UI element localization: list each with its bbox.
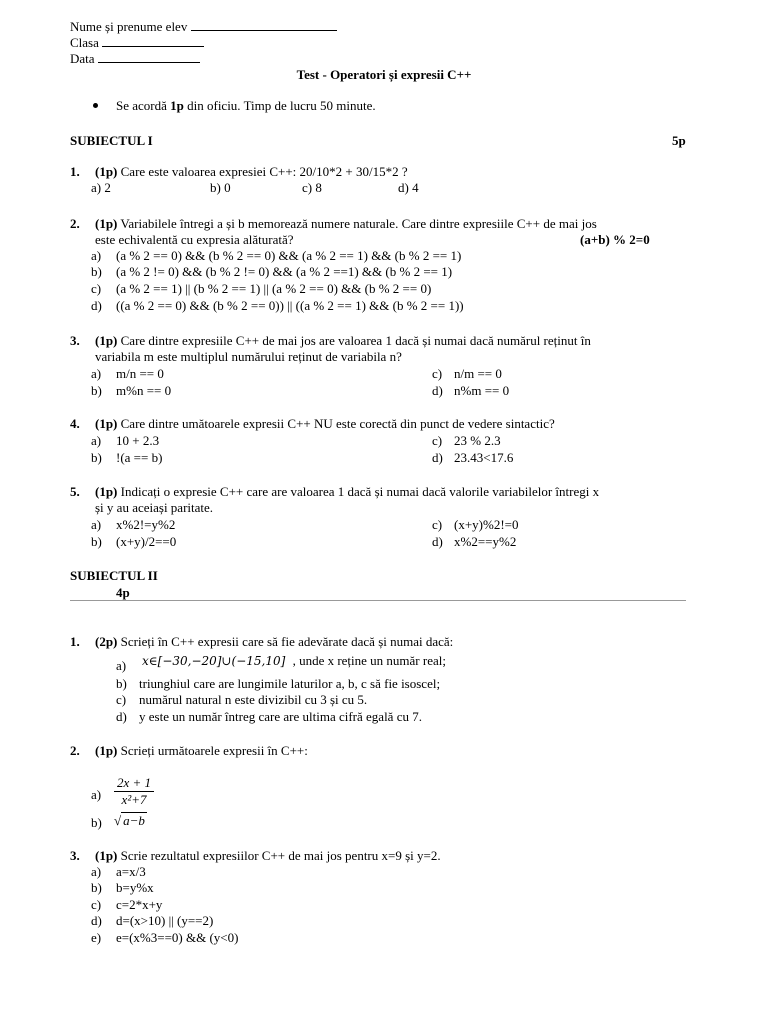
s2-q2-denominator: x²+7 (121, 792, 147, 807)
student-name-label: Nume și prenume elev (70, 19, 188, 34)
section-2-title: SUBIECTUL II (70, 568, 158, 583)
s2-q1-item-a-text: , unde x reține un număr real; (292, 653, 446, 668)
s1-q2-label-c: c) (91, 281, 102, 296)
class-line (70, 34, 204, 51)
s1-q3-points: (1p) (95, 333, 118, 348)
s1-q5-line2: și y au aceiași paritate. (95, 500, 214, 515)
s1-q2-label-a: a) (91, 248, 102, 263)
s2-q2-fraction (114, 775, 154, 808)
s1-q4-label-a: a) (91, 433, 102, 448)
s1-q5-label-c: c) (432, 517, 443, 532)
s1-q5-label-a: a) (91, 517, 102, 532)
s1-q5-option-a[interactable]: x%2!=y%2 (116, 517, 176, 532)
instructions-suffix: din oficiu. Timp de lucru 50 minute. (183, 98, 376, 113)
s1-q2-number: 2. (70, 216, 80, 231)
s2-q1-text (95, 634, 453, 650)
s1-q3-text (95, 333, 591, 349)
s2-q2-label-b: b) (91, 815, 102, 830)
s1-q3-label-a: a) (91, 366, 102, 381)
s2-q3-label-b: b) (91, 880, 102, 895)
s2-q3-item-c: c=2*x+y (116, 897, 163, 912)
s2-q1-item-c: numărul natural n este divizibil cu 3 și cu 5. (139, 692, 368, 707)
s2-q1-item-a (142, 653, 446, 669)
s1-q1-option-a[interactable]: a) 2 (91, 180, 111, 195)
s1-q5-option-d[interactable]: x%2==y%2 (454, 534, 517, 549)
sqrt-icon: √ (114, 813, 122, 828)
student-name-line (70, 18, 337, 35)
s2-q3-number: 3. (70, 848, 80, 863)
s1-q4-option-d[interactable]: 23.43<17.6 (454, 450, 514, 465)
s2-q1-label-c: c) (116, 692, 127, 707)
class-label: Clasa (70, 35, 99, 50)
s2-q1-points: (2p) (95, 634, 118, 649)
s1-q2-option-c[interactable]: (a % 2 == 1) || (b % 2 == 1) || (a % 2 == 0) && (b % 2 == 0) (116, 281, 432, 296)
s1-q1-number: 1. (70, 164, 80, 179)
s2-q3-label-c: c) (91, 897, 102, 912)
section-2-points: 4p (116, 585, 130, 600)
s1-q3-label-b: b) (91, 383, 102, 398)
s1-q5-points: (1p) (95, 484, 118, 499)
s1-q4-points: (1p) (95, 416, 118, 431)
s1-q3-option-a[interactable]: m/n == 0 (116, 366, 164, 381)
s1-q5-number: 5. (70, 484, 80, 499)
instructions-prefix: Se acordă (116, 98, 171, 113)
s1-q1-option-c[interactable]: c) 8 (302, 180, 322, 195)
s2-q2-label-a: a) (91, 787, 102, 802)
s1-q2-line1: Variabilele întregi a și b memorează numere naturale. Care dintre expresiile C++ de mai jos (120, 216, 597, 231)
s1-q3-line1: Care dintre expresiile C++ de mai jos are valoarea 1 dacă și numai dacă numărul reținut în (120, 333, 591, 348)
s1-q1-question: Care este valoarea expresiei C++: 20/10*2 + 30/15*2 ? (120, 164, 408, 179)
s2-q3-label-d: d) (91, 913, 102, 928)
s1-q4-text (95, 416, 555, 432)
s1-q1-option-b[interactable]: b) 0 (210, 180, 231, 195)
s1-q5-option-c[interactable]: (x+y)%2!=0 (454, 517, 519, 532)
s2-q1-item-d: y este un număr întreg care are ultima cifră egală cu 7. (139, 709, 422, 724)
section-1-points: 5p (672, 133, 686, 148)
s2-q2-question: Scrieți următoarele expresii în C++: (120, 743, 308, 758)
s2-q3-question: Scrie rezultatul expresiilor C++ de mai jos pentru x=9 și y=2. (120, 848, 441, 863)
s1-q4-label-c: c) (432, 433, 443, 448)
s1-q2-expression: (a+b) % 2=0 (580, 232, 650, 247)
s1-q2-option-a[interactable]: (a % 2 == 0) && (b % 2 == 0) && (a % 2 == 1) && (b % 2 == 1) (116, 248, 462, 263)
s1-q3-option-d[interactable]: n%m == 0 (454, 383, 510, 398)
s1-q1-text (95, 164, 408, 180)
s1-q2-text (95, 216, 597, 232)
s2-q1-question: Scrieți în C++ expresii care să fie adevărate dacă și numai dacă: (120, 634, 454, 649)
s2-q1-interval: x∈[−30,−20]∪(−15,10] (142, 654, 286, 668)
s2-q2-radicand: a−b (123, 813, 145, 828)
s1-q2-label-d: d) (91, 298, 102, 313)
date-line (70, 50, 200, 67)
s2-q1-label-a: a) (116, 658, 127, 673)
s1-q3-number: 3. (70, 333, 80, 348)
section-divider (70, 600, 686, 601)
s2-q1-item-b: triunghiul care are lungimile laturilor a, b, c să fie isoscel; (139, 676, 441, 691)
s1-q5-label-d: d) (432, 534, 443, 549)
s1-q1-points: (1p) (95, 164, 118, 179)
s1-q2-line2: este echivalentă cu expresia alăturată? (95, 232, 294, 247)
date-label: Data (70, 51, 95, 66)
s1-q2-points: (1p) (95, 216, 118, 231)
s1-q4-option-b[interactable]: !(a == b) (116, 450, 163, 465)
s1-q5-option-b[interactable]: (x+y)/2==0 (116, 534, 177, 549)
s2-q2-points: (1p) (95, 743, 118, 758)
s1-q2-option-b[interactable]: (a % 2 != 0) && (b % 2 != 0) && (a % 2 ==1) && (b % 2 == 1) (116, 264, 453, 279)
s1-q4-question: Care dintre umătoarele expresii C++ NU este corectă din punct de vedere sintactic? (120, 416, 555, 431)
s1-q5-label-b: b) (91, 534, 102, 549)
section-1-title: SUBIECTUL I (70, 133, 153, 148)
s1-q3-option-b[interactable]: m%n == 0 (116, 383, 172, 398)
s1-q4-label-d: d) (432, 450, 443, 465)
s2-q1-number: 1. (70, 634, 80, 649)
s2-q3-text (95, 848, 441, 864)
s1-q4-option-a[interactable]: 10 + 2.3 (116, 433, 160, 448)
s2-q1-label-b: b) (116, 676, 127, 691)
class-blank[interactable] (102, 34, 204, 47)
s2-q2-numerator: 2x + 1 (114, 775, 154, 792)
s2-q3-item-e: e=(x%3==0) && (y<0) (116, 930, 239, 945)
s2-q3-label-e: e) (91, 930, 102, 945)
s1-q2-label-b: b) (91, 264, 102, 279)
date-blank[interactable] (98, 50, 200, 63)
s1-q1-option-d[interactable]: d) 4 (398, 180, 419, 195)
s1-q4-option-c[interactable]: 23 % 2.3 (454, 433, 501, 448)
s2-q3-points: (1p) (95, 848, 118, 863)
s2-q3-item-a: a=x/3 (116, 864, 146, 879)
s2-q2-sqrt (114, 813, 147, 829)
s2-q3-label-a: a) (91, 864, 102, 879)
s2-q3-item-d: d=(x>10) || (y==2) (116, 913, 214, 928)
student-name-blank[interactable] (191, 18, 337, 31)
s1-q3-option-c[interactable]: n/m == 0 (454, 366, 502, 381)
s1-q2-option-d[interactable]: ((a % 2 == 0) && (b % 2 == 0)) || ((a % 2 == 1) && (b % 2 == 1)) (116, 298, 464, 313)
s1-q4-label-b: b) (91, 450, 102, 465)
s1-q3-line2: variabila m este multiplul numărului reținut de variabila n? (95, 349, 402, 364)
page-title: Test - Operatori și expresii C++ (296, 67, 472, 82)
s1-q5-text (95, 484, 599, 500)
s1-q5-line1: Indicați o expresie C++ care are valoarea 1 dacă și numai dacă valorile variabilelor întregi x (120, 484, 600, 499)
s2-q3-item-b: b=y%x (116, 880, 154, 895)
s2-q2-text (95, 743, 308, 759)
s1-q3-label-c: c) (432, 366, 443, 381)
instructions (116, 98, 376, 114)
bullet-icon (93, 103, 98, 108)
s1-q4-number: 4. (70, 416, 80, 431)
s1-q3-label-d: d) (432, 383, 443, 398)
s2-q1-label-d: d) (116, 709, 127, 724)
instructions-bold: 1p (170, 98, 184, 113)
s2-q2-number: 2. (70, 743, 80, 758)
